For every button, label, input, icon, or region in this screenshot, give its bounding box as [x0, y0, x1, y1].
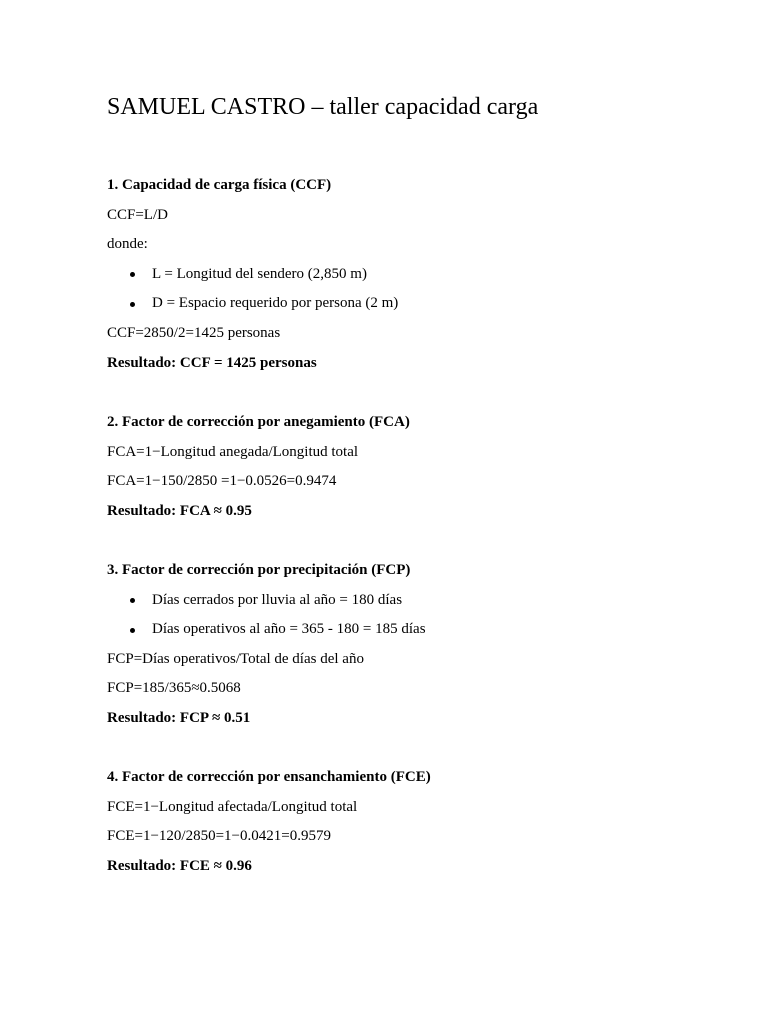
- section-heading: 1. Capacidad de carga física (CCF): [107, 177, 332, 193]
- result-text: Resultado: FCA ≈ 0.95: [107, 502, 252, 519]
- calculation-text: CCF=2850/2=1425 personas: [107, 324, 281, 341]
- document-title: SAMUEL CASTRO – taller capacidad carga: [107, 94, 539, 120]
- result-text: Resultado: FCE ≈ 0.96: [107, 857, 252, 874]
- bullet-list: [107, 586, 707, 645]
- list-item: L = Longitud del sendero (2,850 m): [107, 260, 707, 290]
- section-fce: [107, 763, 707, 881]
- donde-text: donde:: [107, 236, 148, 253]
- section-heading: 4. Factor de corrección por ensanchamiento (FCE): [107, 769, 431, 785]
- bullet-list: [107, 260, 707, 319]
- list-item: D = Espacio requerido por persona (2 m): [107, 289, 707, 319]
- formula-text: FCP=Días operativos/Total de días del año: [107, 650, 364, 667]
- calculation-text: FCE=1−120/2850=1−0.0421=0.9579: [107, 828, 331, 845]
- formula-text: CCF=L/D: [107, 206, 168, 223]
- section-fcp: [107, 556, 707, 734]
- section-fca: [107, 408, 707, 526]
- section-heading: 2. Factor de corrección por anegamiento (FCA): [107, 414, 410, 430]
- result-text: Resultado: CCF = 1425 personas: [107, 354, 317, 371]
- formula-text: FCA=1−Longitud anegada/Longitud total: [107, 443, 359, 460]
- section-ccf: [107, 171, 707, 378]
- formula-text: FCE=1−Longitud afectada/Longitud total: [107, 798, 358, 815]
- section-heading: 3. Factor de corrección por precipitación (FCP): [107, 562, 411, 578]
- calculation-text: FCA=1−150/2850 =1−0.0526=0.9474: [107, 473, 337, 490]
- bullet-icon: [130, 628, 135, 633]
- bullet-icon: [130, 272, 135, 277]
- result-text: Resultado: FCP ≈ 0.51: [107, 709, 251, 726]
- bullet-icon: [130, 598, 135, 603]
- list-item: Días cerrados por lluvia al año = 180 días: [107, 586, 707, 616]
- list-item: Días operativos al año = 365 - 180 = 185 días: [107, 615, 707, 645]
- bullet-icon: [130, 302, 135, 307]
- calculation-text: FCP=185/365≈0.5068: [107, 680, 241, 697]
